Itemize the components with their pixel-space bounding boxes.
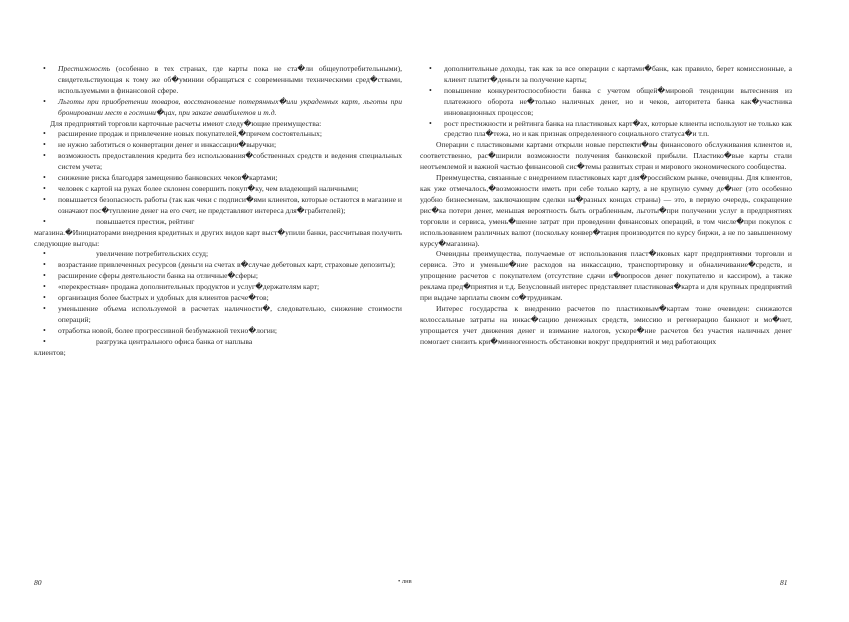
paragraph: Операции с пластиковыми картами открыли новые перспекти�вы финансового обслуживания клиентов и, соответственно, рас�ширили возможности получения банковской прибыли. Пластико�вые карты стали неотъемлемой и важной частью финансовой сис�темы развитых стран и мирового экономического сообщества.: [420, 140, 792, 172]
list-item: [34, 337, 402, 348]
page-number-right: 81: [780, 578, 788, 587]
list-item: [34, 249, 402, 260]
list-item: • уменьшение объема используемой в расчетах наличности�, следовательно, снижение стоимости операций;: [34, 304, 402, 326]
paragraph-banks-intro: магазина.�Инициаторами внедрения кредитных и других видов карт выст�упили банки, рассчитывая получить следующие выгоды:: [34, 227, 402, 248]
list-item: • расширение сферы деятельности банка на отличные�сферы;: [34, 271, 402, 282]
list-item: • повышение конкурентоспособности банка с учетом общей�мировой тенденции вытеснения из платежного оборота не�только наличных денег, но и чеков, авторитета банка как�участника инновационных процессов;: [420, 86, 792, 119]
page-number-left: 80: [34, 578, 42, 587]
center-mark: • лнв: [398, 578, 412, 585]
list-item: • организация более быстрых и удобных для клиентов расче�тов;: [34, 293, 402, 304]
list-item: [34, 217, 402, 228]
list-item: • возрастание привлеченных ресурсов (деньги на счетах в�случае дебетовых карт, страховые депозиты);: [34, 260, 402, 271]
list-item: • не нужно заботиться о конвертации денег и инкассации�выручки;: [34, 140, 402, 151]
list-item: • рост престижности и рейтинга банка на пластиковых карт�ах, которые клиенты используют не только как средство пла�тежа, но и как признак определенного социального статуса�и т.п.: [420, 119, 792, 141]
paragraph: Очевидны преимущества, получаемые от использования пласт�иковых карт предприятиями торговли и сервиса. Это и уменьше�ние расходов на инкассацию, транспортировку и обналичивание�средств, и упрощение расчетов с покупателем (отсутствие сдачи и�вопросов денег покупателю и кассиром), а также реклама пред�приятия и т.д. Безусловный интерес представляет пластиковая�карта и для крупных предприятий при выдаче зарплаты своим со�трудникам.: [420, 249, 792, 303]
list-item: • «перекрестная» продажа дополнительных продуктов и услуг�держателям карт;: [34, 282, 402, 293]
paragraph: Интерес государства к внедрению расчетов по пластиковым�картам тоже очевиден: снижаются колоссальные затраты на инкас�сацию денежных средств, эмиссию и регенерацию банкнот и мо�нет, упрощается учет движения денег и взимание налогов, ускоре�ние расчетов без участия наличных денег помогает снизить кри�минногенность обстановки вокруг предприятий и мед работающих: [420, 303, 792, 346]
paragraph: Преимущества, связанные с внедрением пластиковых карт для�российском рынке, очевидны. Для клиентов, как уже отмечалось,�возможности иметь при себе только карту, а не крупную сумму де�нег (это особенно удобно бизнесменам, заключающим сделки на�разных концах страны) — это, в первую очередь, сокращение рис�ка потери денег, меньшая вероятность быть ограбленным, льготы�при получении услуг в предприятиях торговли и сервиса, умень�шение затрат при проведении финансовых операций, в том числе�при покупок с использованием различных валют (поскольку конвер�тация производится по курсу биржи, а не по завышенному курсу�магазина).: [420, 173, 792, 248]
bullet-text: увеличение потребительских ссуд;: [96, 249, 209, 259]
bullet-text: (особенно в тех странах, где карты пока не ста�ли общеупотребительными), свидетельствующая к тому же об�уминии обращаться с современными техническими сред�ствами, используемыми в финансовой сфере.: [58, 64, 402, 95]
list-item: • снижение риска благодаря замещению банковских чеков�картами;: [34, 173, 402, 184]
prestige-line: повышается престиж, рейтинг: [96, 216, 195, 226]
left-page: [34, 64, 402, 358]
bullet-text: разгрузка центрального офиса банка от наплыва: [96, 336, 253, 346]
paragraph-intro: Для предприятий торговли карточные расчеты имеют следу�ющие преимущества:: [50, 118, 322, 128]
bullet-emphasis: Престижность: [58, 64, 111, 73]
bullet-emphasis: Льготы при приобретении товаров, восстановление потерянных�или украденных карт, льготы при бронировании мест в гостини�цах, при заказе авиабилетов и т.д.: [58, 96, 402, 117]
list-item: [34, 64, 402, 97]
list-item: • расширение продаж и привлечение новых покупателей,�причем состоятельных;: [34, 129, 402, 140]
paragraph-tail: клиентов;: [34, 347, 66, 357]
list-item: • человек с картой на руках более склонен совершить покуп�ку, чем владеющий наличными;: [34, 184, 402, 195]
list-item: • отработка новой, более прогрессивной безбумажной техно�логии;: [34, 326, 402, 337]
list-item: • возможность предоставления кредита без использования�собственных средств и ведения специальных систем учета;: [34, 151, 402, 173]
list-item: [34, 97, 402, 119]
right-page: [420, 64, 792, 348]
list-item: • дополнительные доходы, так как за все операции с картами�банк, как правило, берет комиссионные, а клиент платит�деньги за получение карты;: [420, 64, 792, 86]
list-item: • повышается безопасность работы (так как чеки с подписи�ями клиентов, которые остаются в магазине и означают пос�тупление денег на его счет, не представляют интереса для�грабителей);: [34, 195, 402, 217]
